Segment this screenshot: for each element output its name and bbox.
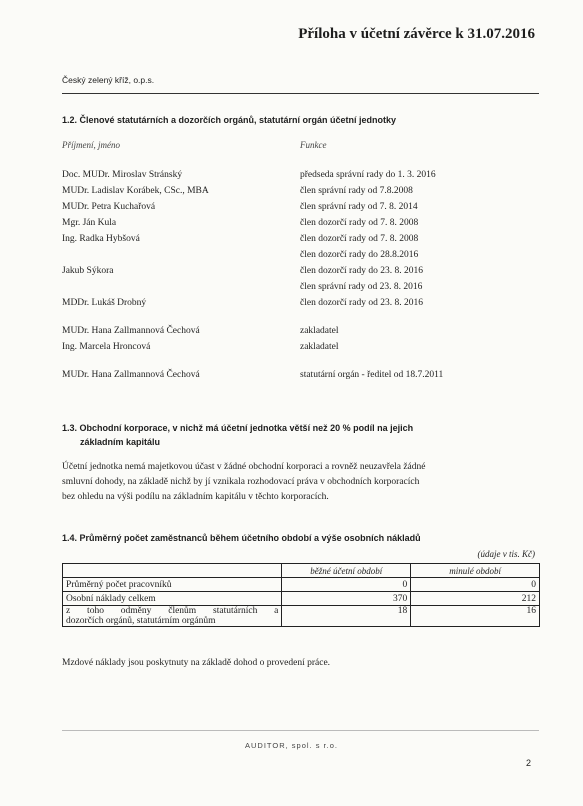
table-row — [63, 592, 540, 606]
paragraph-line: bez ohledu na výši podílu na základním kapitálu v těchto korporacích. — [62, 492, 329, 502]
employees-costs-table — [62, 563, 540, 627]
paragraph-line: smluvní dohody, na základě nichž by jí vznikala rozhodovací práva v obchodních korporacích — [62, 477, 420, 487]
value-current: 370 — [282, 592, 411, 606]
row-label-line: dozorčích orgánů, statutárním orgánům — [66, 616, 216, 626]
table-header-row — [63, 564, 540, 578]
member-name: Jakub Sýkora — [62, 266, 114, 276]
row-label — [63, 606, 282, 627]
member-function: statutární orgán - ředitel od 18.7.2011 — [300, 370, 444, 380]
member-function: člen dozorčí rady od 23. 8. 2016 — [300, 298, 423, 308]
table-header-empty — [63, 564, 282, 578]
member-name: Ing. Radka Hybšová — [62, 234, 140, 244]
footer-divider — [62, 730, 539, 731]
value-current: 18 — [282, 606, 411, 627]
section-1-3-heading-line: 1.3. Obchodní korporace, v nichž má účetní jednotka větší než 20 % podíl na jejich — [62, 423, 414, 433]
member-function: předseda správní rady do 1. 3. 2016 — [300, 170, 436, 180]
wage-costs-note: Mzdové náklady jsou poskytnuty na základě dohod o provedení práce. — [62, 658, 331, 668]
member-name: MUDr. Petra Kuchařová — [62, 202, 156, 212]
member-name: MUDr. Hana Zallmannová Čechová — [62, 326, 200, 336]
member-function: zakladatel — [300, 326, 339, 336]
value-previous: 16 — [411, 606, 540, 627]
footer-company: AUDITOR, spol. s r.o. — [245, 741, 338, 750]
row-label: Osobní náklady celkem — [63, 592, 282, 606]
member-name: MUDr. Ladislav Korábek, CSc., MBA — [62, 186, 209, 196]
table-row — [63, 606, 540, 627]
member-name: Doc. MUDr. Miroslav Stránský — [62, 170, 183, 180]
column-header-name: Příjmení, jméno — [62, 140, 120, 150]
table-header-current: běžné účetní období — [282, 564, 411, 578]
member-function: člen dozorčí rady do 23. 8. 2016 — [300, 266, 423, 276]
member-function: zakladatel — [300, 342, 339, 352]
member-function: člen dozorčí rady od 7. 8. 2008 — [300, 218, 419, 228]
member-name: MUDr. Hana Zallmannová Čechová — [62, 370, 200, 380]
member-function: člen správní rady od 7. 8. 2014 — [300, 202, 418, 212]
document-title: Příloha v účetní závěrce k 31.07.2016 — [298, 26, 535, 42]
page-number: 2 — [525, 758, 531, 768]
value-previous: 0 — [411, 578, 540, 592]
column-header-function: Funkce — [300, 140, 327, 150]
header-divider — [62, 93, 539, 94]
unit-note: (údaje v tis. Kč) — [477, 549, 535, 559]
section-1-3-heading-line: základním kapitálu — [80, 437, 161, 447]
member-name: MDDr. Lukáš Drobný — [62, 298, 147, 308]
table-row — [63, 578, 540, 592]
member-name: Ing. Marcela Hroncová — [62, 342, 151, 352]
value-current: 0 — [282, 578, 411, 592]
member-function: člen dozorčí rady od 7. 8. 2008 — [300, 234, 419, 244]
member-function: člen správní rady od 23. 8. 2016 — [300, 282, 423, 292]
section-1-4-heading: 1.4. Průměrný počet zaměstnanců během účetního období a výše osobních nákladů — [62, 533, 421, 543]
paragraph-line: Účetní jednotka nemá majetkovou účast v žádné obchodní korporaci a rovněž neuzavřela žádné — [62, 462, 426, 472]
section-1-3-heading — [62, 421, 540, 449]
member-function: člen dozorčí rady do 28.8.2016 — [300, 250, 419, 260]
row-label: Průměrný počet pracovníků — [63, 578, 282, 592]
member-function: člen správní rady od 7.8.2008 — [300, 186, 413, 196]
member-name: Mgr. Ján Kula — [62, 218, 117, 228]
row-label-line: z toho odměny členům statutárních a — [66, 606, 279, 616]
organization-name: Český zelený kříž, o.p.s. — [62, 75, 155, 85]
value-previous: 212 — [411, 592, 540, 606]
section-1-2-heading: 1.2. Členové statutárních a dozorčích orgánů, statutární orgán účetní jednotky — [62, 115, 397, 125]
section-1-3-paragraph — [62, 460, 540, 505]
table-header-previous: minulé období — [411, 564, 540, 578]
